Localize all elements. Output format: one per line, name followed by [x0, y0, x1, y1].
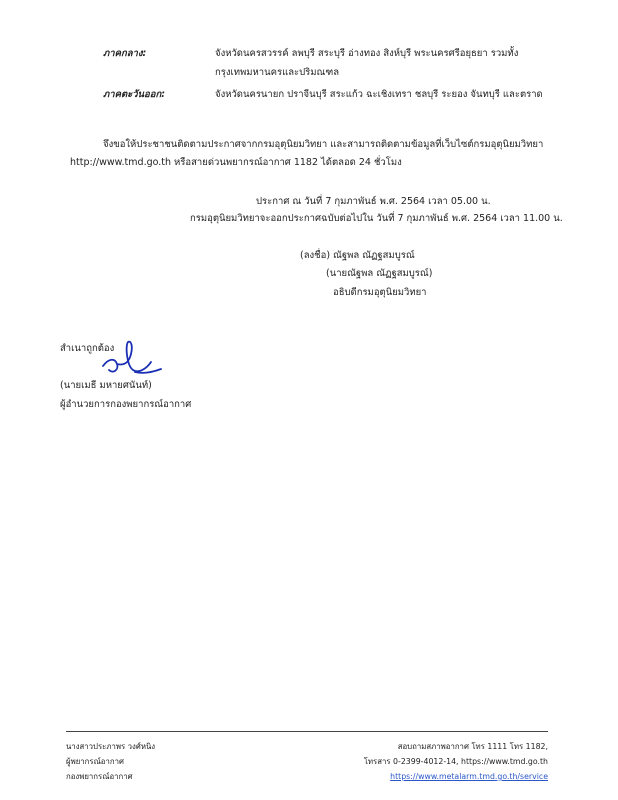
announcement-issued: ประกาศ ณ วันที่ 7 กุมภาพันธ์ พ.ศ. 2564 เวลา 05.00 น.: [256, 196, 491, 207]
region-label-central: ภาคกลาง:: [103, 48, 147, 59]
signatory-signed: (ลงชื่อ) ณัฐพล ณัฏฐสมบูรณ์: [300, 250, 415, 261]
signatory-name: (นายณัฐพล ณัฏฐสมบูรณ์): [326, 268, 433, 279]
footer-service-link[interactable]: https://www.metalarm.tmd.go.th/service: [390, 772, 548, 781]
region-label-east: ภาคตะวันออก:: [103, 89, 166, 100]
certified-label: สำเนาถูกต้อง: [60, 343, 115, 354]
signatory-title: อธิบดีกรมอุตุนิยมวิทยา: [333, 287, 427, 298]
region-provinces-central-line2: กรุงเทพมหานครและปริมณฑล: [215, 67, 340, 78]
certified-title: ผู้อำนวยการกองพยากรณ์อากาศ: [60, 399, 192, 410]
advice-line-2: http://www.tmd.go.th หรือสายด่วนพยากรณ์อากาศ 1182 ได้ตลอด 24 ชั่วโมง: [70, 157, 402, 168]
footer-forecaster-dept: กองพยากรณ์อากาศ: [66, 772, 133, 781]
handwritten-signature: [95, 336, 165, 382]
region-provinces-central-line1: จังหวัดนครสวรรค์ ลพบุรี สระบุรี อ่างทอง สิงห์บุรี พระนครศรีอยุธยา รวมทั้ง: [215, 48, 519, 59]
certified-name: (นายเมธี มหายศนันท์): [60, 380, 152, 391]
footer-contact-phone: สอบถามสภาพอากาศ โทร 1111 โทร 1182,: [397, 742, 548, 751]
advice-line-1: จึงขอให้ประชาชนติดตามประกาศจากกรมอุตุนิยมวิทยา และสามารถติดตามข้อมูลที่เว็บไซต์กรมอุตุนิยมวิทยา: [103, 139, 544, 150]
footer-contact-fax: โทรสาร 0-2399-4012-14, https://www.tmd.go.th: [363, 757, 548, 766]
announcement-next: กรมอุตุนิยมวิทยาจะออกประกาศฉบับต่อไปใน วันที่ 7 กุมภาพันธ์ พ.ศ. 2564 เวลา 11.00 น.: [190, 213, 563, 224]
footer-divider: [66, 731, 548, 732]
footer-forecaster-role: ผู้พยากรณ์อากาศ: [66, 757, 124, 766]
footer-forecaster-name: นางสาวประภาพร วงศ์หนิง: [66, 742, 156, 751]
region-provinces-east-line1: จังหวัดนครนายก ปราจีนบุรี สระแก้ว ฉะเชิงเทรา ชลบุรี ระยอง จันทบุรี และตราด: [215, 89, 543, 100]
